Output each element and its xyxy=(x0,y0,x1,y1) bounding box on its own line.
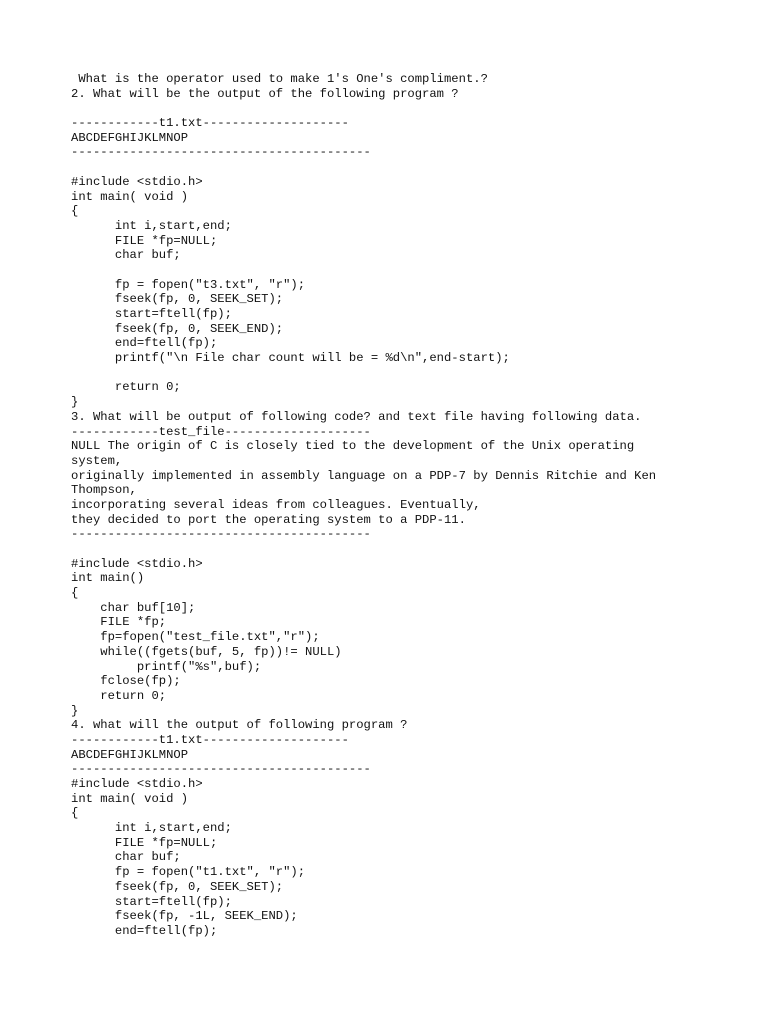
document-line: printf("%s",buf); xyxy=(71,659,262,674)
document-line: return 0; xyxy=(71,688,167,703)
document-line: { xyxy=(71,806,79,821)
document-line: originally implemented in assembly language on a PDP-7 by Dennis Ritchie and Ken xyxy=(71,468,657,483)
document-line: char buf; xyxy=(71,248,181,263)
document-line: they decided to port the operating system to a PDP-11. xyxy=(71,512,466,527)
document-line: fp = fopen("t1.txt", "r"); xyxy=(71,865,306,880)
document-line xyxy=(71,101,751,116)
document-line: 3. What will be output of following code? and text file having following data. xyxy=(71,409,642,424)
document-line: printf("\n File char count will be = %d\n",end-start); xyxy=(71,351,510,366)
document-line: FILE *fp=NULL; xyxy=(71,233,218,248)
document-line: #include <stdio.h> xyxy=(71,777,203,791)
document-line: int i,start,end; xyxy=(71,218,232,233)
document-line: int i,start,end; xyxy=(71,821,232,836)
document-line: #include <stdio.h> xyxy=(71,174,203,189)
document-line: 4. what will the output of following program ? xyxy=(71,718,408,733)
document-page xyxy=(71,72,751,939)
document-line: ABCDEFGHIJKLMNOP xyxy=(71,747,189,762)
document-line xyxy=(71,542,751,557)
document-line: fp = fopen("t3.txt", "r"); xyxy=(71,277,306,292)
document-line: ------------t1.txt-------------------- xyxy=(71,116,349,131)
document-line: start=ftell(fp); xyxy=(71,894,232,909)
document-line: while((fgets(buf, 5, fp))!= NULL) xyxy=(71,644,342,659)
document-line: fseek(fp, -1L, SEEK_END); xyxy=(71,909,298,924)
document-line: What is the operator used to make 1's One's compliment.? xyxy=(71,72,488,86)
document-line: #include <stdio.h> xyxy=(71,556,203,571)
document-line: { xyxy=(71,586,79,601)
document-line: } xyxy=(71,395,79,410)
document-line: fseek(fp, 0, SEEK_SET); xyxy=(71,879,284,894)
document-line: incorporating several ideas from colleagues. Eventually, xyxy=(71,497,481,512)
document-line: char buf[10]; xyxy=(71,600,196,615)
document-line xyxy=(71,366,751,381)
document-line: ------------test_file-------------------- xyxy=(71,424,371,439)
document-line: FILE *fp=NULL; xyxy=(71,835,218,850)
document-line: NULL The origin of C is closely tied to the development of the Unix operating xyxy=(71,439,635,454)
document-line: 2. What will be the output of the following program ? xyxy=(71,86,459,101)
document-line: fclose(fp); xyxy=(71,674,181,689)
document-line: system, xyxy=(71,453,123,468)
document-line: int main( void ) xyxy=(71,791,189,806)
document-line xyxy=(71,263,751,278)
document-line: char buf; xyxy=(71,850,181,865)
document-line: int main() xyxy=(71,571,145,586)
document-line: ----------------------------------------- xyxy=(71,145,371,160)
document-line xyxy=(71,160,751,175)
document-line: ABCDEFGHIJKLMNOP xyxy=(71,130,189,145)
document-line: ------------t1.txt-------------------- xyxy=(71,732,349,747)
document-line: end=ftell(fp); xyxy=(71,336,218,351)
document-line: return 0; xyxy=(71,380,181,395)
document-line: ----------------------------------------- xyxy=(71,762,371,777)
document-line: } xyxy=(71,703,79,718)
document-line: ----------------------------------------- xyxy=(71,527,371,542)
document-line: start=ftell(fp); xyxy=(71,307,232,321)
document-line: FILE *fp; xyxy=(71,615,167,630)
document-line: fseek(fp, 0, SEEK_END); xyxy=(71,321,284,336)
document-line: fseek(fp, 0, SEEK_SET); xyxy=(71,292,284,307)
document-line: { xyxy=(71,204,79,219)
document-line: fp=fopen("test_file.txt","r"); xyxy=(71,630,320,645)
document-line: int main( void ) xyxy=(71,189,189,204)
document-line: end=ftell(fp); xyxy=(71,923,218,938)
document-line: Thompson, xyxy=(71,483,137,498)
